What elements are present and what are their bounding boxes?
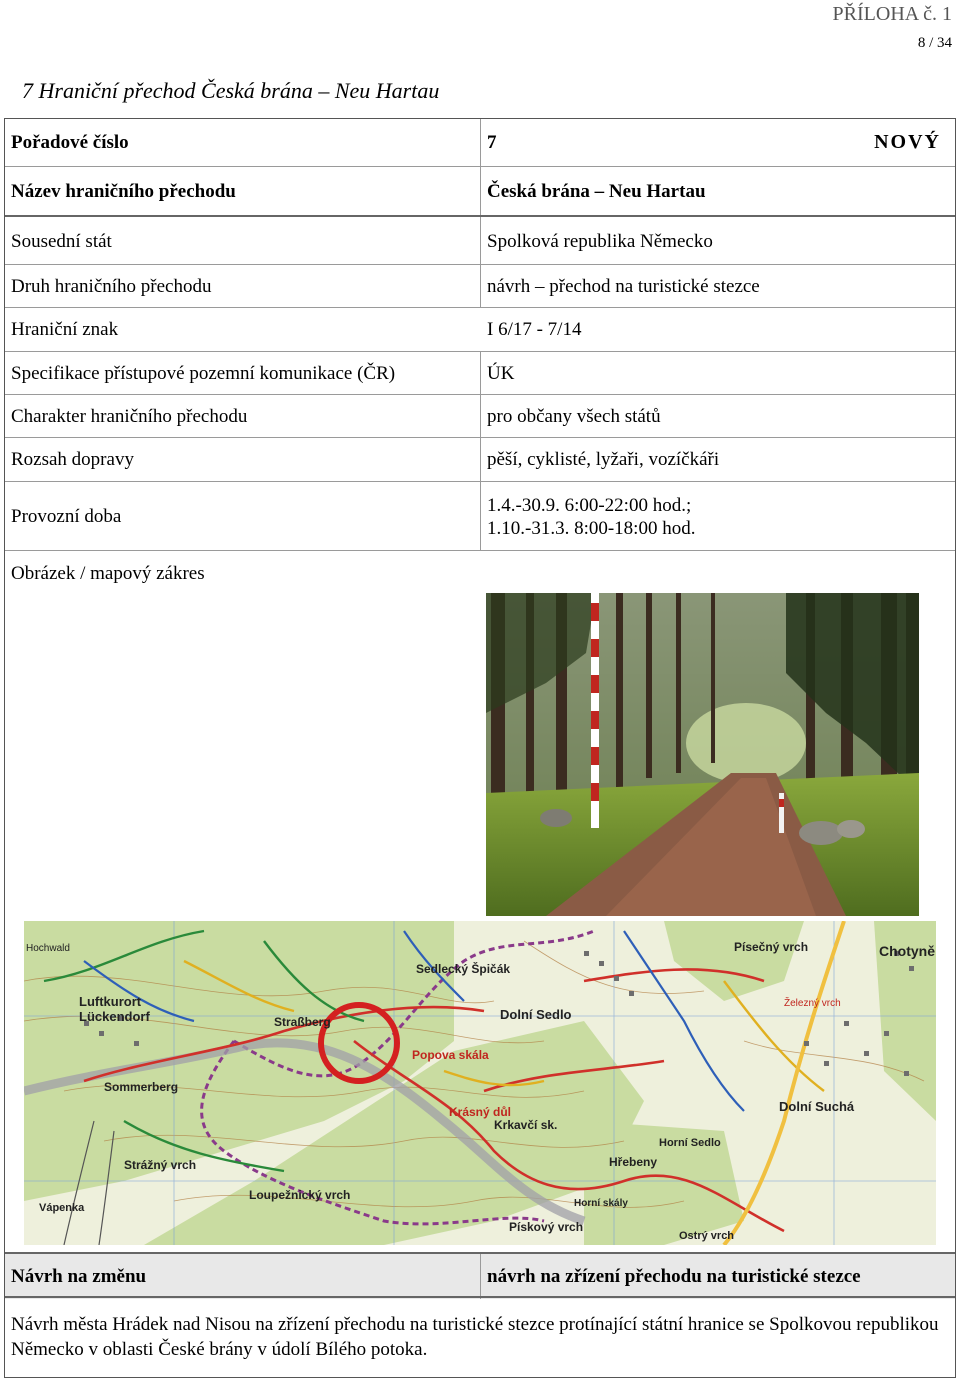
label-rozsah: Rozsah dopravy: [11, 449, 134, 470]
map-label-sedlecky: Sedlecký Špičák: [416, 962, 511, 976]
map-label-horni-sedlo: Horní Sedlo: [659, 1137, 721, 1149]
row-poznamka: [5, 1296, 955, 1379]
map-label-luftkurort: Luftkurort: [79, 994, 142, 1009]
topographic-map: [24, 921, 936, 1245]
row-charakter: [5, 394, 955, 438]
label-charakter: Charakter hraničního přechodu: [11, 405, 248, 427]
row-navrh-na-zmenu: [5, 1252, 955, 1299]
map-label-horni-skaly: Horní skály: [574, 1198, 628, 1209]
page-number: 8 / 34: [917, 35, 952, 51]
map-label-sommerberg: Sommerberg: [104, 1080, 179, 1094]
row-sousedni-stat: [5, 215, 955, 266]
value-poradove-cislo: 7: [487, 131, 497, 153]
value-charakter: pro občany všech států: [487, 405, 661, 427]
value-provozni-doba: [487, 482, 695, 551]
map-label-dolni-sucha: Dolní Suchá: [779, 1099, 855, 1114]
page-header: [833, 2, 952, 54]
map-graphic: [24, 921, 936, 1245]
row-nazev: [5, 166, 955, 216]
map-label-hochwald: Hochwald: [26, 943, 70, 954]
map-label-vapenka: Vápenka: [39, 1202, 85, 1214]
row-druh: [5, 264, 955, 308]
label-hranicni-znak: Hraniční znak: [11, 319, 119, 340]
row-specifikace: [5, 351, 955, 395]
value-sousedni-stat: Spolková republika Německo: [487, 230, 713, 252]
map-label-zelezny: Železný vrch: [784, 998, 841, 1009]
value-hranicni-znak: I 6/17 - 7/14: [487, 319, 582, 340]
label-poradove-cislo: Pořadové číslo: [11, 131, 129, 153]
map-label-loupeznicky: Loupežnický vrch: [249, 1188, 351, 1202]
row-provozni-doba: [5, 481, 955, 551]
map-label-strazny: Strážný vrch: [124, 1158, 197, 1172]
label-specifikace: Specifikace přístupové pozemní komunikace (ČR): [11, 362, 396, 384]
map-label-hrebeny: Hřebeny: [609, 1155, 658, 1169]
note-text: Návrh města Hrádek nad Nisou na zřízení přechodu na turistické stezce protínající státní hranice se Spolkovou republikou Německo v oblasti České brány v údolí Bílého potoka.: [11, 1314, 939, 1360]
border-crossing-photo: [486, 593, 919, 916]
map-label-luckendorf: Lückendorf: [79, 1009, 150, 1024]
row-hranicni-znak: [5, 307, 955, 352]
value-druh: návrh – přechod na turistické stezce: [487, 275, 760, 297]
label-navrh-na-zmenu: Návrh na změnu: [11, 1265, 147, 1287]
label-nazev: Název hraničního přechodu: [11, 180, 236, 202]
value-rozsah: pěší, cyklisté, lyžaři, vozíčkáři: [487, 449, 720, 470]
map-label-chotyne: Chotyně: [879, 943, 935, 959]
map-label-pisecny: Písečný vrch: [734, 940, 809, 954]
map-label-strassberg: Straßberg: [274, 1015, 331, 1029]
map-label-krkavci: Krkavčí sk.: [494, 1118, 558, 1132]
map-label-dolni-sedlo: Dolní Sedlo: [500, 1007, 572, 1022]
map-label-popova: Popova skála: [412, 1048, 489, 1062]
forest-path-image: [486, 593, 919, 916]
label-druh: Druh hraničního přechodu: [11, 275, 212, 297]
provozni-doba-zima: 1.10.-31.3. 8:00-18:00 hod.: [487, 517, 696, 539]
label-provozni-doba: Provozní doba: [11, 505, 122, 527]
map-label-krasny-dul: Krásný důl: [449, 1105, 512, 1119]
attachment-label: PŘÍLOHA č. 1: [832, 3, 952, 25]
row-poradove-cislo: [5, 119, 955, 166]
status-badge: NOVÝ: [874, 131, 941, 153]
value-specifikace: ÚK: [487, 362, 515, 384]
map-label-piskovy: Pískový vrch: [509, 1220, 584, 1234]
label-sousedni-stat: Sousední stát: [11, 230, 112, 252]
map-label-ostry: Ostrý vrch: [679, 1230, 735, 1242]
value-nazev: Česká brána – Neu Hartau: [487, 180, 706, 202]
section-title: 7 Hraniční přechod Česká brána – Neu Hartau: [22, 78, 440, 103]
row-rozsah: [5, 437, 955, 482]
provozni-doba-leto: 1.4.-30.9. 6:00-22:00 hod.;: [487, 494, 692, 516]
label-obrazek: Obrázek / mapový zákres: [11, 563, 205, 584]
value-navrh-na-zmenu: návrh na zřízení přechodu na turistické stezce: [487, 1265, 861, 1287]
